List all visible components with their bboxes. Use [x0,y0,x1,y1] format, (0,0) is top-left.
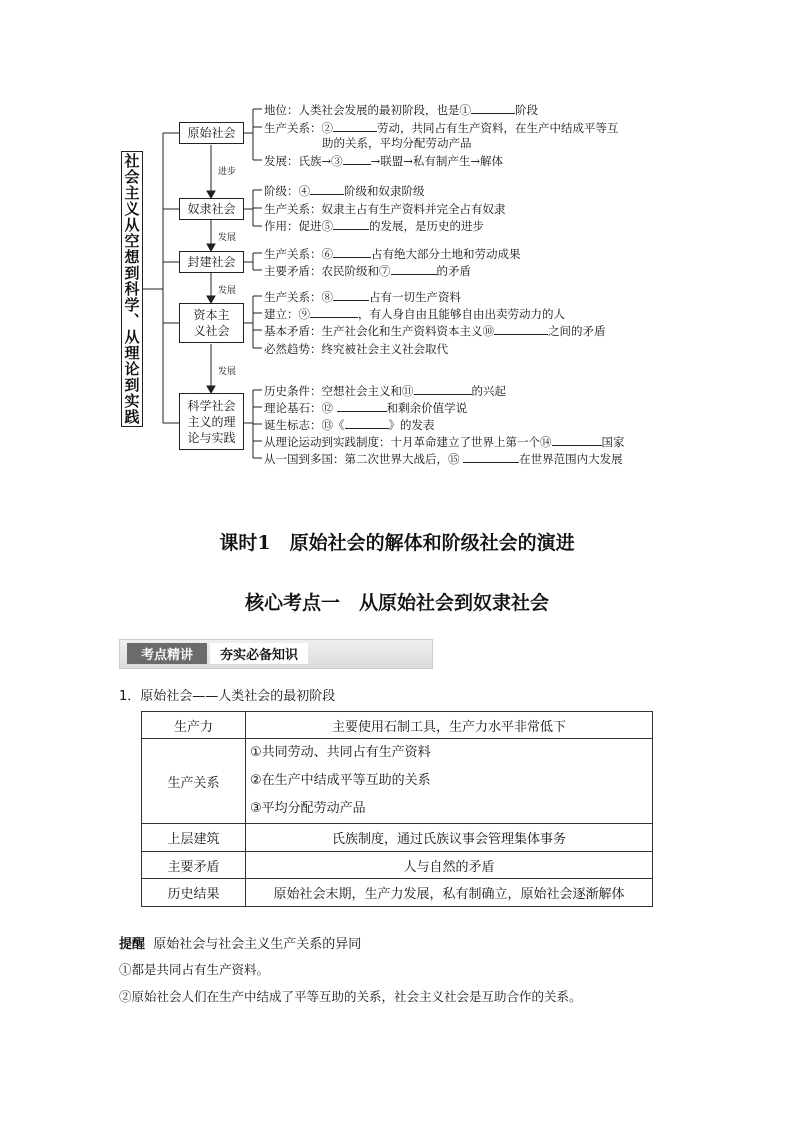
row-value: 氏族制度，通过氏族议事会管理集体事务 [246,824,653,852]
table-row [142,852,653,879]
lesson-title: 课时1 原始社会的解体和阶级社会的演进 [219,532,575,554]
point-heading: 1．原始社会——人类社会的最初阶段 [119,689,336,704]
tip-line: ②原始社会人们在生产中结成了平等互助的关系，社会主义社会是互助合作的关系。 [119,989,582,1004]
row-value: 原始社会末期，生产力发展，私有制确立，原始社会逐渐解体 [246,879,653,907]
diagram-title: 社会主义从空想到科学、从理论到实践 [121,151,143,427]
diagram-line: 助的关系，平均分配劳动产品 [322,136,472,150]
diagram-line: 生产关系：② 劳动，共同占有生产资料，在生产中结成平等互 [264,121,619,135]
tip-line: ①都是共同占有生产资料。 [119,962,270,977]
diagram-line: 从一国到多国：第二次世界大战后，⑮ 在世界范围内大发展 [264,452,623,466]
diagram-line: 理论基石：⑫ 和剩余价值学说 [264,401,468,415]
table-row [142,739,653,824]
step-label: 发展 [218,367,237,377]
row-value [246,739,653,824]
diagram-line: 主要矛盾：农民阶级和⑦ 的矛盾 [264,264,471,278]
tip-title: 原始社会与社会主义生产关系的异同 [153,937,362,952]
diagram-line: 地位：人类社会发展的最初阶段，也是① 阶段 [264,103,538,117]
row-value: 人与自然的矛盾 [246,852,653,879]
step-label: 发展 [218,233,237,243]
step-label: 进步 [218,167,237,177]
row-value: 主要使用石制工具，生产力水平非常低下 [246,712,653,739]
diagram-line: 生产关系：奴隶主占有生产资料并完全占有奴隶 [264,202,506,216]
diagram-line: 生产关系：⑧ 占有一切生产资料 [264,290,461,304]
tag-knowledge: 夯实必备知识 [210,643,308,664]
diagram-line: 发展：氏族→③ →联盟→私有制产生→解体 [264,154,504,168]
node-capitalist: 资本主义社会 [179,303,244,343]
diagram-line: 作用：促进⑤ 的发展，是历史的进步 [264,219,484,233]
table-row [142,712,653,739]
node-scientific: 科学社会主义的理论与实践 [179,393,244,450]
diagram-line: 必然趋势：终究被社会主义社会取代 [264,342,448,356]
node-slave: 奴隶社会 [179,198,244,220]
table-row [142,879,653,907]
diagram-line: 生产关系：⑥ 占有绝大部分土地和劳动成果 [264,247,521,261]
diagram-line: 建立：⑨ ，有人身自由且能够自由出卖劳动力的人 [264,307,565,321]
row-key: 历史结果 [142,879,246,907]
tag-key-points: 考点精讲 [127,643,207,664]
tip-label: 提醒 [119,937,146,952]
diagram-line: 阶级：④ 阶级和奴隶阶级 [264,184,425,198]
row-key: 主要矛盾 [142,852,246,879]
knowledge-table [141,711,653,907]
section-title: 核心考点一 从原始社会到奴隶社会 [244,592,549,614]
diagram-line: 从理论运动到实践制度：十月革命建立了世界上第一个⑭ 国家 [264,435,625,449]
diagram-line: 基本矛盾：生产社会化和生产资料资本主义⑩ 之间的矛盾 [264,324,606,338]
node-feudal: 封建社会 [179,251,244,273]
step-label: 发展 [218,286,237,296]
table-row [142,824,653,852]
node-primitive: 原始社会 [179,122,244,144]
row-key: 上层建筑 [142,824,246,852]
row-key: 生产关系 [142,739,246,824]
relation-item: ②在生产中结成平等互助的关系 [250,773,431,788]
tip-heading [119,933,361,952]
relation-item: ③平均分配劳动产品 [250,801,366,816]
diagram-line: 诞生标志：⑬《 》的发表 [264,418,435,432]
row-key: 生产力 [142,712,246,739]
diagram-line: 历史条件：空想社会主义和⑪ 的兴起 [264,384,506,398]
relation-item: ①共同劳动、共同占有生产资料 [250,745,431,760]
